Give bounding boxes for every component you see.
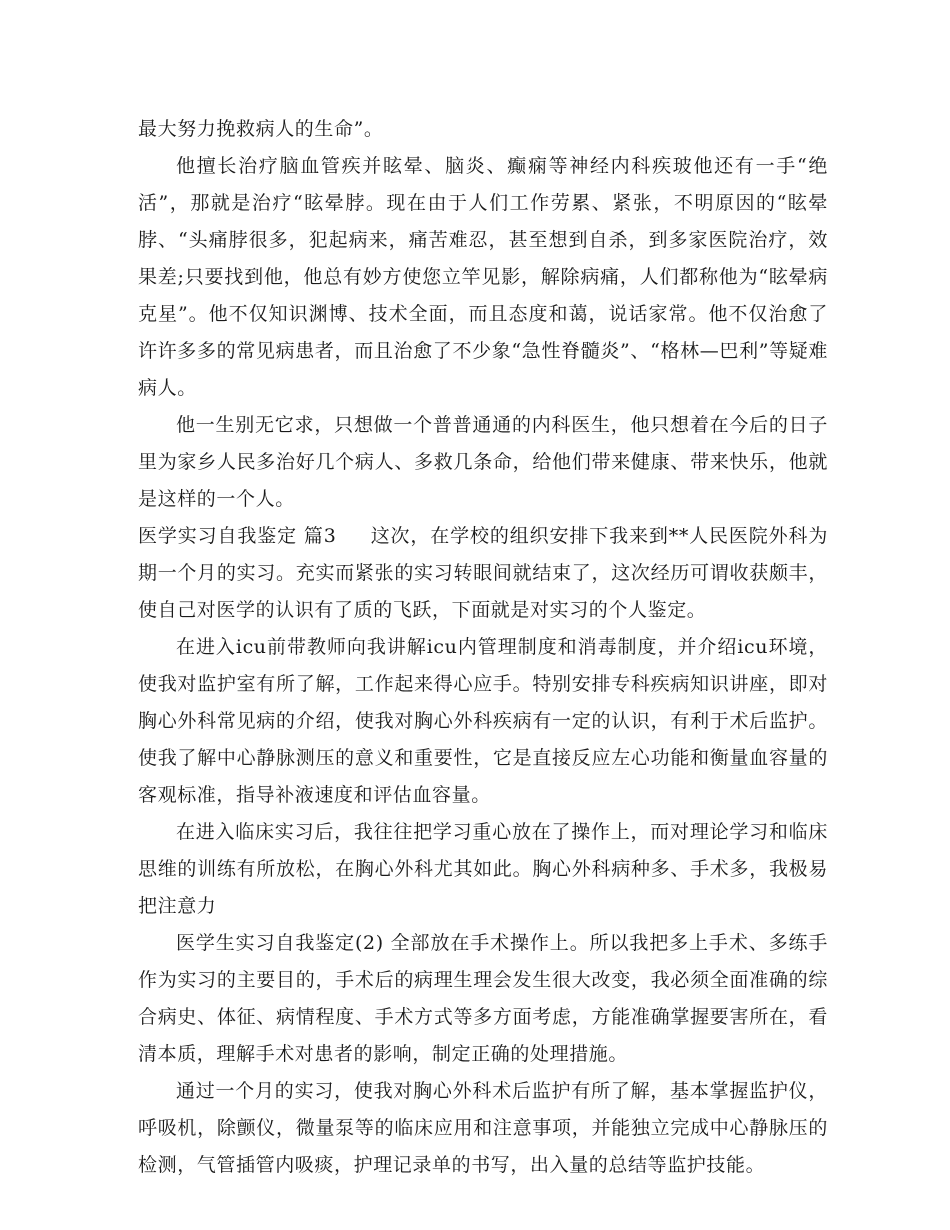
paragraph-3: 他一生别无它求，只想做一个普普通通的内科医生，他只想着在今后的日子里为家乡人民多治好几个病人、多救几条命，给他们带来健康、带来快乐，他就是这样的一个人。	[138, 414, 828, 510]
paragraph-4	[138, 518, 828, 629]
paragraph-2: 他擅长治疗脑血管疾并眩晕、脑炎、癫痫等神经内科疾玻他还有一手“绝活”，那就是治疗“眩晕脖。现在由于人们工作劳累、紧张，不明原因的“眩晕脖、“头痛脖很多，犯起病来，痛苦难忍，甚至想到自杀，到多家医院治疗，效果差;只要找到他，他总有妙方使您立竿见影，解除病痛，人们都称他为“眩晕病克星”。他不仅知识渊博、技术全面，而且态度和蔼，说话家常。他不仅治愈了许许多多的常见病患者，而且治愈了不少象“急性脊髓炎”、“格林—巴利”等疑难病人。	[138, 155, 828, 399]
paragraph-8: 通过一个月的实习，使我对胸心外科术后监护有所了解，基本掌握监护仪，呼吸机，除颤仪，微量泵等的临床应用和注意事项，并能独立完成中心静脉压的检测，气管插管内吸痰，护理记录单的书写，出入量的总结等监护技能。	[138, 1080, 828, 1176]
paragraph-5: 在进入icu前带教师向我讲解icu内管理制度和消毒制度，并介绍icu环境，使我对监护室有所了解，工作起来得心应手。特别安排专科疾病知识讲座，即对胸心外科常见病的介绍，使我对胸心外科疾病有一定的认识，有利于术后监护。使我了解中心静脉测压的意义和重要性，它是直接反应左心功能和衡量血容量的客观标准，指导补液速度和评估血容量。	[138, 636, 828, 806]
paragraph-6: 在进入临床实习后，我往往把学习重心放在了操作上，而对理论学习和临床思维的训练有所放松，在胸心外科尤其如此。胸心外科病种多、手术多，我极易把注意力	[138, 821, 828, 917]
paragraph-7: 医学生实习自我鉴定(2) 全部放在手术操作上。所以我把多上手术、多练手作为实习的主要目的，手术后的病理生理会发生很大改变，我必须全面准确的综合病史、体征、病情程度、手术方式等多方面考虑，方能准确掌握要害所在，看清本质，理解手术对患者的影响，制定正确的处理措施。	[138, 932, 828, 1065]
paragraph-1: 最大努力挽救病人的生命”。	[138, 118, 384, 140]
document-body	[138, 111, 828, 1184]
section-intro: 这次，在学校的组织安排下我来到**人民医院外科为期一个月的实习。充实而紧张的实习转眼间就结束了，这次经历可谓收获颇丰，使自己对医学的认识有了质的飞跃，下面就是对实习的个人鉴定。	[138, 525, 828, 621]
section-heading: 医学实习自我鉴定 篇3	[138, 525, 337, 547]
